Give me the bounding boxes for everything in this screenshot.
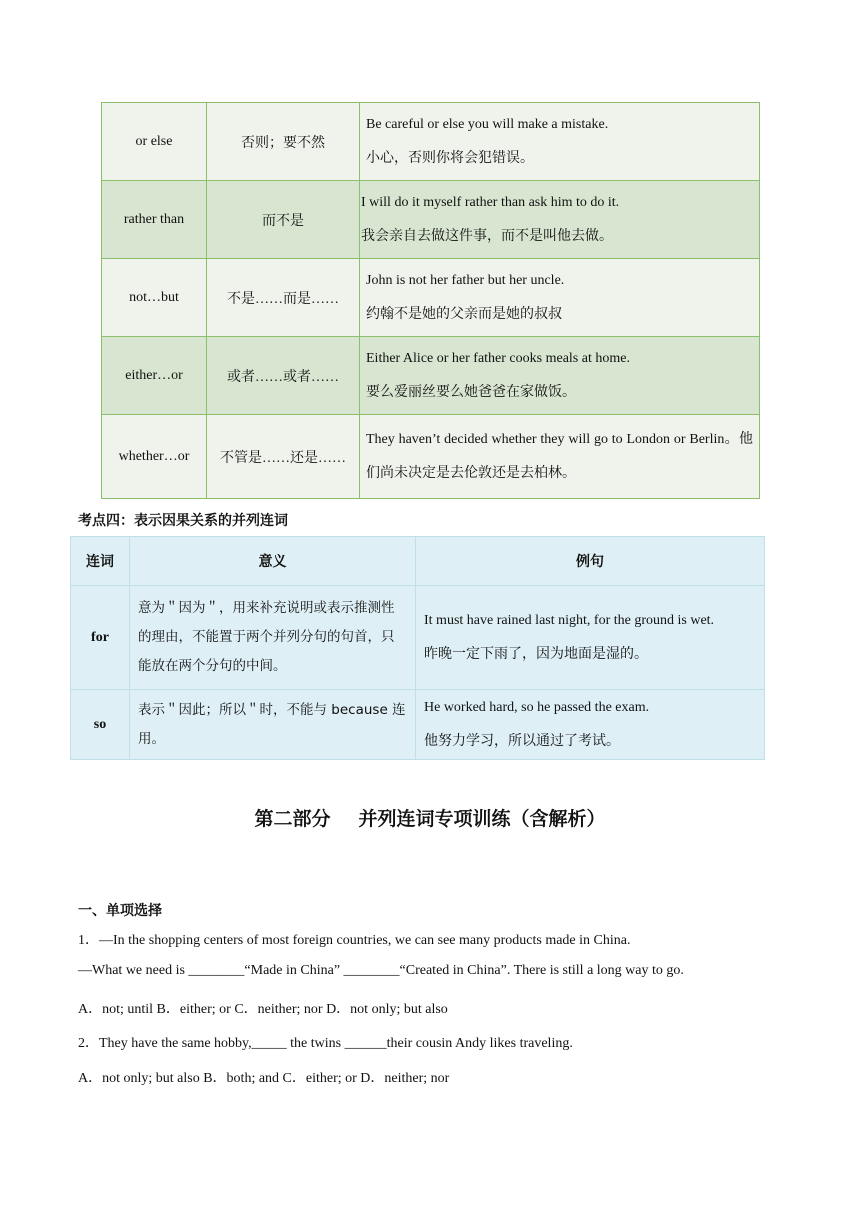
- conjunction-meaning: 不管是……还是……: [207, 415, 360, 499]
- example-en: He worked hard, so he passed the exam.: [424, 699, 650, 715]
- conjunction-meaning: 或者……或者……: [207, 337, 360, 415]
- conjunction-meaning: 而不是: [207, 181, 360, 259]
- example-cell: [360, 259, 760, 337]
- example-en: Either Alice or her father cooks meals at home.: [366, 350, 630, 366]
- section-heading: 考点四：表示因果关系的并列连词: [78, 513, 288, 529]
- example-zh: 小心，否则你将会犯错误。: [366, 150, 534, 166]
- example-en: I will do it myself rather than ask him to do it.: [361, 194, 620, 210]
- question-options: A．not; until B．either; or C．neither; nor D．not only; but also: [78, 1002, 448, 1017]
- conjunction-meaning: 否则；要不然: [207, 103, 360, 181]
- conjunction-meaning: 表示＂因此；所以＂时，不能与 because 连用。: [130, 690, 416, 760]
- example-zh: 我会亲自去做这件事，而不是叫他去做。: [361, 228, 613, 244]
- table-row: [102, 415, 760, 499]
- question-options: A．not only; but also B．both; and C．either; or D．neither; nor: [78, 1071, 450, 1086]
- exercise-heading: 一、单项选择: [78, 903, 162, 919]
- table-row: [102, 259, 760, 337]
- example-en: It must have rained last night, for the ground is wet.: [424, 612, 715, 628]
- example-cell: [360, 103, 760, 181]
- part-title: [0, 804, 860, 831]
- question-line: 2．They have the same hobby,_____ the twins ______their cousin Andy likes traveling.: [78, 1036, 573, 1051]
- cause-effect-table: [70, 536, 765, 760]
- example-cell: They haven’t decided whether they will go to London or Berlin。他们尚未决定是去伦敦还是去柏林。: [360, 415, 760, 499]
- header-example: 例句: [416, 537, 765, 586]
- question-line: —What we need is ________“Made in China” ________“Created in China”. There is still a long way to go.: [78, 963, 684, 978]
- conjunction-word: for: [71, 586, 130, 690]
- part-number: 第二部分: [254, 808, 331, 830]
- conjunction-meaning: 不是……而是……: [207, 259, 360, 337]
- example-cell: [360, 337, 760, 415]
- table-header-row: [71, 537, 765, 586]
- part-name: 并列连词专项训练（含解析）: [358, 808, 606, 830]
- header-conjunction: 连词: [71, 537, 130, 586]
- table-row: [102, 103, 760, 181]
- example-zh: 要么爱丽丝要么她爸爸在家做饭。: [366, 384, 576, 400]
- table-row: [71, 690, 765, 760]
- header-meaning: 意义: [130, 537, 416, 586]
- conjunction-word: or else: [102, 103, 207, 181]
- conjunction-word: so: [71, 690, 130, 760]
- table-row: [71, 586, 765, 690]
- example-zh: 昨晚一定下雨了，因为地面是湿的。: [424, 646, 648, 662]
- example-zh: 约翰不是她的父亲而是她的叔叔: [366, 306, 562, 322]
- conjunction-word: either…or: [102, 337, 207, 415]
- conjunction-table: [101, 102, 760, 499]
- example-cell: [360, 181, 760, 259]
- conjunction-word: rather than: [102, 181, 207, 259]
- conjunction-meaning: 意为＂因为＂，用来补充说明或表示推测性的理由，不能置于两个并列分句的句首，只能放在两个分句的中间。: [130, 586, 416, 690]
- example-en: John is not her father but her uncle.: [366, 272, 565, 288]
- conjunction-word: whether…or: [102, 415, 207, 499]
- example-zh: 他努力学习，所以通过了考试。: [424, 733, 620, 749]
- table-row: [102, 181, 760, 259]
- question-line: 1．—In the shopping centers of most foreign countries, we can see many products made in China.: [78, 933, 631, 948]
- conjunction-word: not…but: [102, 259, 207, 337]
- example-en: Be careful or else you will make a mistake.: [366, 116, 609, 132]
- example-cell: [416, 690, 765, 760]
- example-cell: [416, 586, 765, 690]
- table-row: [102, 337, 760, 415]
